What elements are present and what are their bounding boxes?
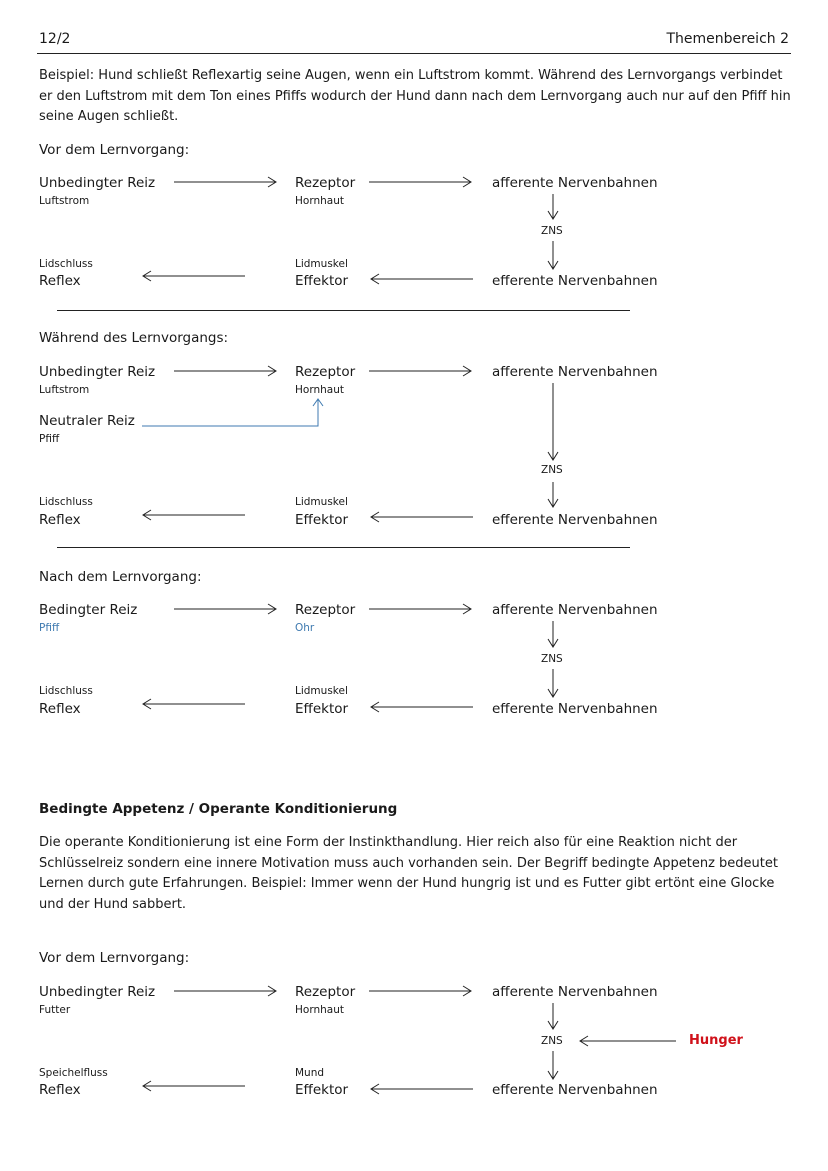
diagram4-title: Vor dem Lernvorgang: [39, 950, 190, 966]
diagram2-effector: Effektor [295, 512, 349, 528]
d1-arrow-afferent-to-cns [548, 194, 558, 219]
diagram2-neutral-sub: Pfiff [39, 433, 60, 445]
diagram2-stimulus-sub: Luftstrom [39, 384, 90, 396]
d1-arrow-efferent-to-effector [371, 274, 473, 284]
diagram2-stimulus: Unbedingter Reiz [39, 364, 156, 380]
d2-arrow-stimulus-to-receptor [174, 366, 276, 376]
diagram1-efferent: efferente Nervenbahnen [492, 273, 658, 289]
diagram1-stimulus-sub: Luftstrom [39, 195, 90, 207]
diagram2-receptor: Rezeptor [295, 364, 356, 380]
diagram3-stimulus-sub: Pfiff [39, 622, 60, 634]
diagram2-neutral-stimulus: Neutraler Reiz [39, 413, 135, 429]
diagram1-title: Vor dem Lernvorgang: [39, 142, 190, 158]
diagram3-reflex: Reflex [39, 701, 81, 717]
diagram4-reflex: Reflex [39, 1082, 81, 1098]
diagram4-receptor: Rezeptor [295, 984, 356, 1000]
diagram4-receptor-sub: Hornhaut [295, 1004, 344, 1016]
d2-arrow-receptor-to-afferent [369, 366, 471, 376]
diagram3-efferent: efferente Nervenbahnen [492, 701, 658, 717]
diagram3-afferent: afferente Nervenbahnen [492, 602, 658, 618]
d3-arrow-receptor-to-afferent [369, 604, 471, 614]
diagram3-receptor: Rezeptor [295, 602, 356, 618]
diagram1-reflex: Reflex [39, 273, 81, 289]
diagram2-reflex: Reflex [39, 512, 81, 528]
diagram1-receptor: Rezeptor [295, 175, 356, 191]
d4-arrow-hunger-to-cns [580, 1036, 676, 1046]
section2-heading: Bedingte Appetenz / Operante Konditionierung [39, 801, 398, 817]
d1-arrow-receptor-to-afferent [369, 177, 471, 187]
d4-arrow-efferent-to-effector [371, 1084, 473, 1094]
diagram2-title: Während des Lernvorgangs: [39, 330, 229, 346]
d4-arrow-receptor-to-afferent [369, 986, 471, 996]
diagram2-reflex-sub: Lidschluss [39, 496, 93, 508]
d4-arrow-cns-to-efferent [548, 1051, 558, 1079]
diagram3-effector: Effektor [295, 701, 349, 717]
diagram1-receptor-sub: Hornhaut [295, 195, 344, 207]
diagram4-efferent: efferente Nervenbahnen [492, 1082, 658, 1098]
d3-arrow-efferent-to-effector [371, 702, 473, 712]
d3-arrow-effector-to-reflex [143, 699, 245, 709]
d3-arrow-afferent-to-cns [548, 621, 558, 647]
diagram3-title: Nach dem Lernvorgang: [39, 569, 202, 585]
d2-arrow-cns-to-efferent [548, 482, 558, 507]
page-number: 12/2 [39, 31, 71, 47]
d4-arrow-stimulus-to-receptor [174, 986, 276, 996]
diagram2-cns: ZNS [541, 464, 563, 476]
diagram4-motivation: Hunger [689, 1033, 743, 1048]
diagram3-receptor-sub: Ohr [295, 622, 315, 634]
diagram4-effector: Effektor [295, 1082, 349, 1098]
diagram2-effector-sub: Lidmuskel [295, 496, 348, 508]
intro-paragraph: Beispiel: Hund schließt Reflexartig seine Augen, wenn ein Luftstrom kommt. Während des Lernvorgangs verbindet er den Luftstrom mit dem Ton eines Pfiffs wodurch der Hund dann nach dem Lernvorgang auch nur auf den Pfiff hin seine Augen schließt. [39, 68, 791, 124]
d2-arrow-afferent-to-cns [548, 383, 558, 460]
section2-paragraph: Die operante Konditionierung ist eine Form der Instinkthandlung. Hier reich also für eine Reaktion nicht der Schlüsselreiz sondern eine innere Motivation muss auch vorhanden sein. Der Begriff bedingte Appetenz bedeutet Lernen durch gute Erfahrungen. Beispiel: Immer wenn der Hund hungrig ist und es Futter gibt ertönt eine Glocke und der Hund sabbert. [39, 835, 778, 912]
diagram3-stimulus: Bedingter Reiz [39, 602, 138, 618]
diagram2-receptor-sub: Hornhaut [295, 384, 344, 396]
diagram1-afferent: afferente Nervenbahnen [492, 175, 658, 191]
d1-arrow-cns-to-efferent [548, 241, 558, 269]
diagram2-efferent: efferente Nervenbahnen [492, 512, 658, 528]
d3-arrow-cns-to-efferent [548, 669, 558, 697]
diagram1-stimulus: Unbedingter Reiz [39, 175, 156, 191]
diagram4-stimulus: Unbedingter Reiz [39, 984, 156, 1000]
d2-arrow-effector-to-reflex [143, 510, 245, 520]
diagram4-effector-sub: Mund [295, 1067, 325, 1079]
d1-arrow-stimulus-to-receptor [174, 177, 276, 187]
d4-arrow-afferent-to-cns [548, 1003, 558, 1029]
diagram3-cns: ZNS [541, 653, 563, 665]
diagram4-stimulus-sub: Futter [39, 1004, 71, 1016]
d2-arrow-neutral-to-receptor [142, 399, 323, 426]
d4-arrow-effector-to-reflex [143, 1081, 245, 1091]
diagram3-reflex-sub: Lidschluss [39, 685, 93, 697]
d3-arrow-stimulus-to-receptor [174, 604, 276, 614]
diagram1-reflex-sub: Lidschluss [39, 258, 93, 270]
diagram3-effector-sub: Lidmuskel [295, 685, 348, 697]
diagram1-effector: Effektor [295, 273, 349, 289]
diagram4-cns: ZNS [541, 1035, 563, 1047]
diagram4-afferent: afferente Nervenbahnen [492, 984, 658, 1000]
d2-arrow-efferent-to-effector [371, 512, 473, 522]
diagram4-reflex-sub: Speichelfluss [39, 1067, 108, 1079]
diagram2-afferent: afferente Nervenbahnen [492, 364, 658, 380]
diagram1-effector-sub: Lidmuskel [295, 258, 348, 270]
diagram1-cns: ZNS [541, 225, 563, 237]
d1-arrow-effector-to-reflex [143, 271, 245, 281]
topic-label: Themenbereich 2 [666, 31, 789, 47]
